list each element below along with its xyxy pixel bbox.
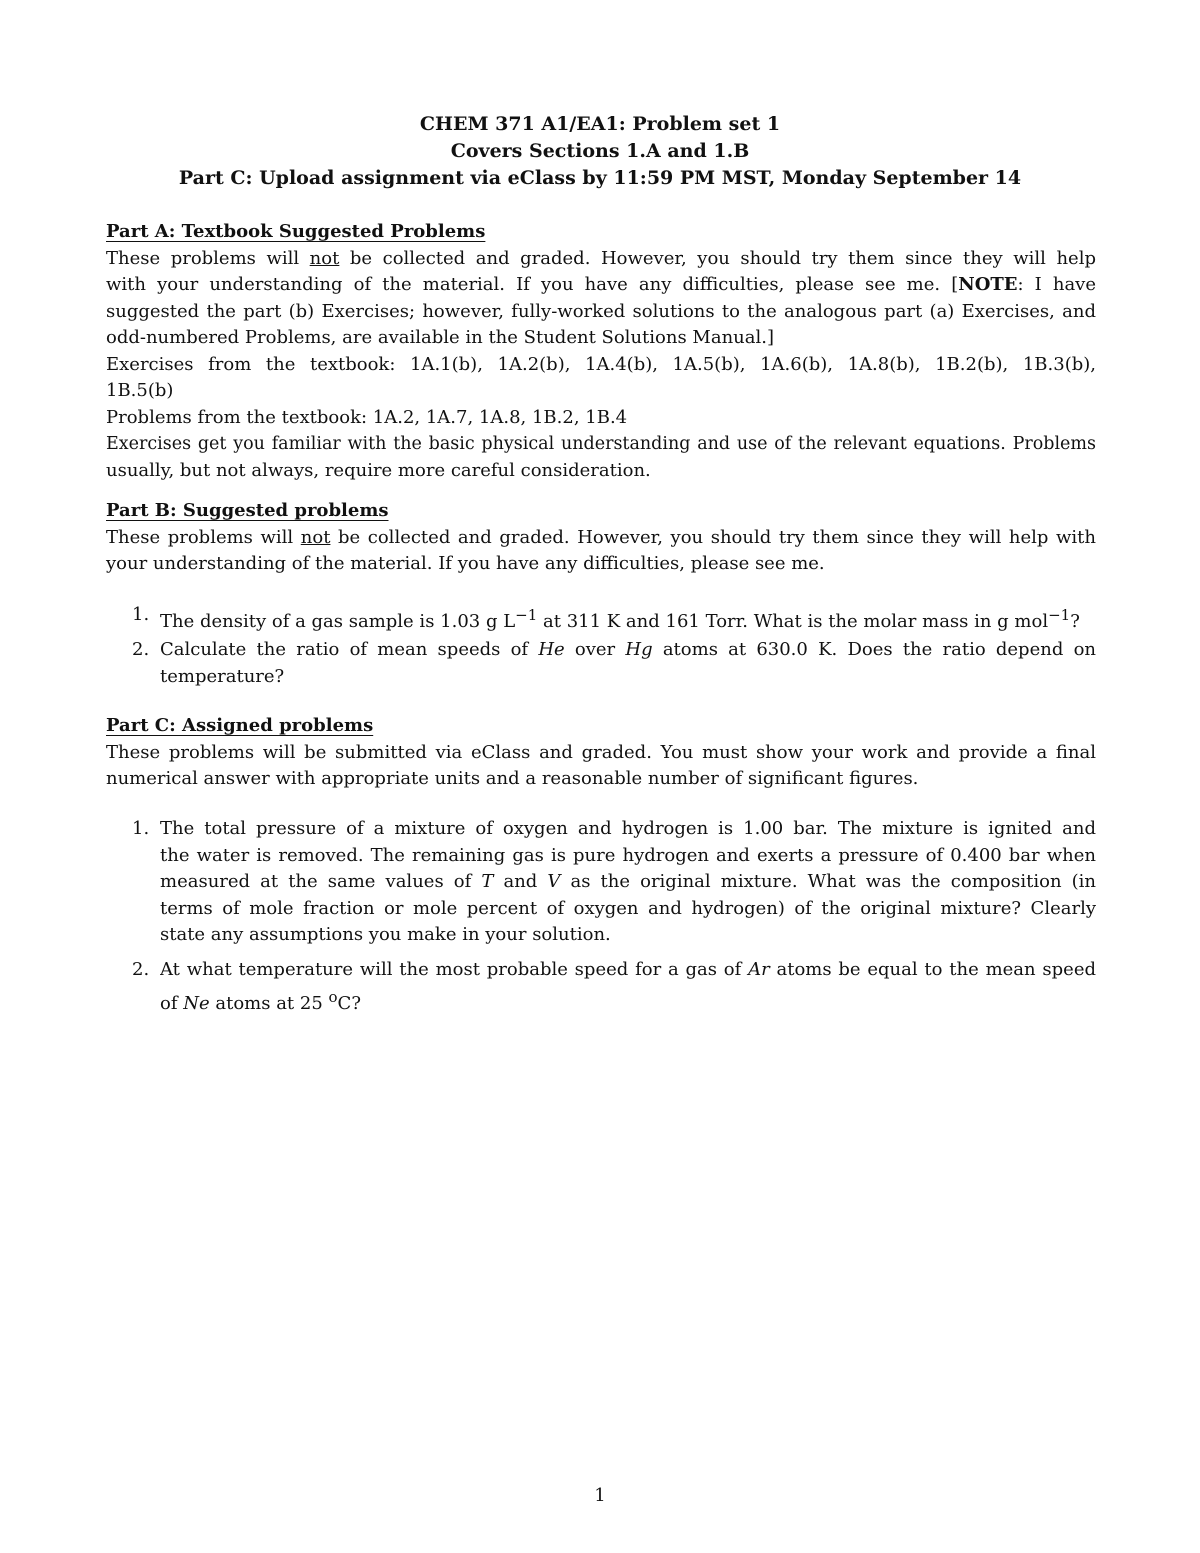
problem-text-cont: of Ne atoms at 25 $^o$C?: [160, 987, 361, 1014]
problem-text: The total pressure of a mixture of oxygen and hydrogen is 1.00 bar. The mixture is ignited and: [160, 818, 1096, 839]
part-a-intro-line: odd-numbered Problems, are available in the Student Solutions Manual.]: [106, 327, 774, 348]
degree-symbol: o: [328, 987, 338, 1006]
problem-text-cont: temperature?: [160, 665, 285, 687]
list-item: [106, 957, 1096, 1013]
emphasis-not: not: [300, 526, 331, 548]
part-b-intro-line: These problems will not be collected and graded. However, you should try them since they will help with: [106, 526, 1096, 548]
list-item: [106, 816, 1096, 951]
part-a-intro-line: with your understanding of the material. If you have any difficulties, please see me. [NOTE: I have: [106, 274, 1096, 295]
problem-text: Calculate the ratio of mean speeds of He over Hg atoms at 630.0 K. Does the ratio depend on: [160, 639, 1096, 660]
document-subtitle: Covers Sections 1.A and 1.B: [450, 140, 750, 162]
problem-text: terms of mole fraction or mole percent of oxygen and hydrogen) of the original mixture? Clearly: [160, 897, 1096, 919]
part-c-heading: Part C: Assigned problems: [106, 715, 374, 736]
item-number: 2.: [132, 959, 150, 980]
document-title: CHEM 371 A1/EA1: Problem set 1: [419, 113, 781, 135]
part-a-note-cont: usually, but not always, require more careful consideration.: [106, 459, 651, 481]
part-b-heading: Part B: Suggested problems: [106, 500, 389, 521]
note-label: NOTE: [958, 274, 1018, 295]
textbook-exercises-cont: 1B.5(b): [106, 380, 174, 401]
submission-deadline: Part C: Upload assignment via eClass by 11:59 PM MST, Monday September 14: [178, 167, 1022, 189]
part-a-heading: Part A: Textbook Suggested Problems: [106, 221, 486, 242]
part-c-intro-line: These problems will be submitted via eClass and graded. You must show your work and provide a final: [106, 741, 1096, 763]
problem-text: The density of a gas sample is 1.03 g $L^{-1}$ at 311 K and 161 Torr. What is the molar mass in g mol$^{-1}$?: [160, 606, 1080, 632]
item-number: 2.: [132, 639, 150, 660]
item-number: 1.: [132, 818, 150, 839]
part-b-section: [106, 498, 1096, 578]
part-a-section: [106, 219, 1096, 484]
part-c-section: [106, 713, 1096, 793]
part-c-intro-line: numerical answer with appropriate units and a reasonable number of significant figures.: [106, 768, 919, 789]
list-item: [106, 602, 1096, 632]
part-a-intro-line: These problems will not be collected and graded. However, you should try them since they will help: [106, 247, 1096, 269]
part-b-intro-line: your understanding of the material. If you have any difficulties, please see me.: [106, 553, 825, 574]
problem-text: the water is removed. The remaining gas is pure hydrogen and exerts a pressure of 0.400 bar when: [160, 844, 1096, 866]
part-a-intro-line: suggested the part (b) Exercises; however, fully-worked solutions to the analogous part (a) Exercises, and: [106, 300, 1096, 322]
document-header: [0, 111, 1200, 192]
part-a-note: Exercises get you familiar with the basic physical understanding and use of the relevant equations. Problems: [106, 434, 1096, 454]
problem-text: measured at the same values of T and V as the original mixture. What was the composition (in: [160, 871, 1096, 892]
list-item: [106, 637, 1096, 693]
emphasis-not: not: [309, 247, 340, 269]
item-number: 1.: [132, 604, 150, 625]
page-number: 1: [594, 1485, 606, 1506]
problem-text: state any assumptions you make in your solution.: [160, 924, 611, 945]
problem-text: At what temperature will the most probable speed for a gas of Ar atoms be equal to the mean speed: [160, 959, 1096, 980]
textbook-exercises: Exercises from the textbook: 1A.1(b), 1A.2(b), 1A.4(b), 1A.5(b), 1A.6(b), 1A.8(b), 1B.2(b), 1B.3(b),: [106, 353, 1096, 375]
textbook-problems: Problems from the textbook: 1A.2, 1A.7, 1A.8, 1B.2, 1B.4: [106, 406, 628, 428]
